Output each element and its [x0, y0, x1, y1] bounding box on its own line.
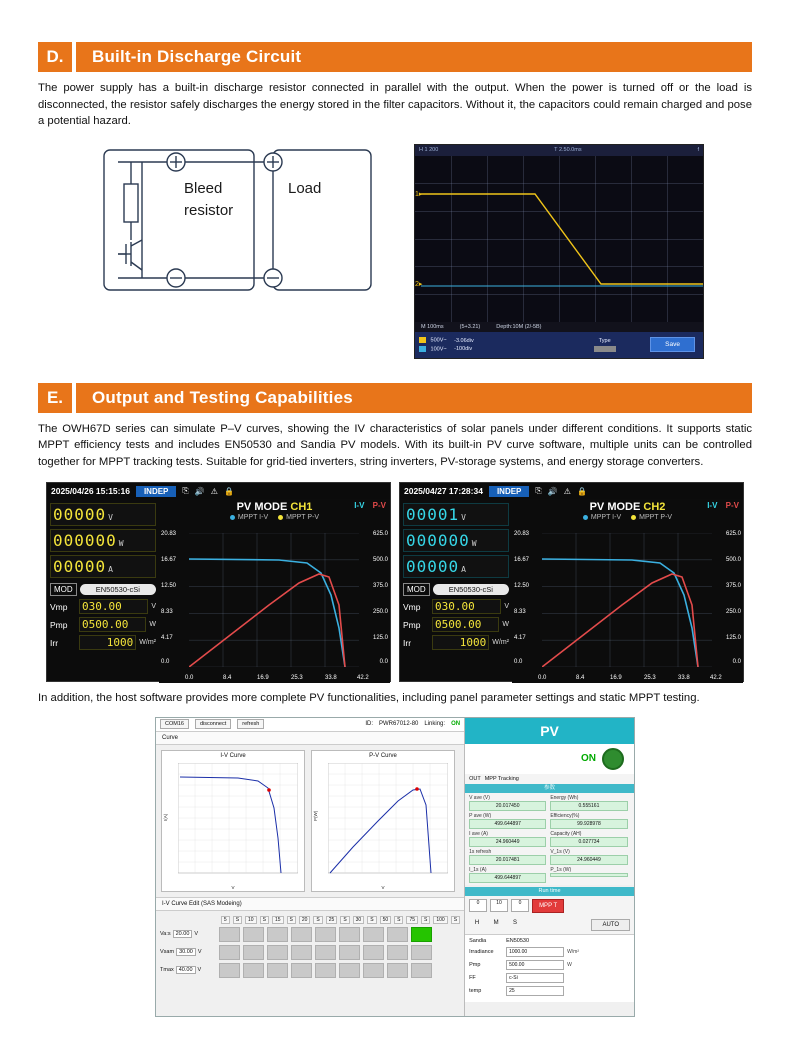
pv-titlebar-2: [400, 483, 743, 499]
scope-save-button[interactable]: Save: [650, 337, 695, 352]
scope-trigger-pos: (5+3.21): [459, 323, 481, 330]
matrix-cell[interactable]: [243, 945, 264, 960]
pv-chart-xlabel: V: [381, 884, 385, 890]
matrix-row-3: [160, 963, 460, 978]
section-letter-d: D.: [38, 42, 72, 72]
pv-irr-unit-2: W/m²: [492, 639, 509, 646]
pv-ytick-l4-1: 4.17: [161, 635, 173, 641]
pv-ytick-r4-2: 125.0: [725, 635, 741, 641]
matrix-h1: S: [233, 916, 242, 924]
linking-label: Linking:: [424, 721, 446, 727]
pv-device-screens: [38, 482, 752, 682]
section-title-d: Built-in Discharge Circuit: [76, 42, 752, 72]
ff-label: FF: [469, 974, 476, 981]
pv-chart-title: P-V Curve: [369, 752, 397, 759]
matrix-row-1-value[interactable]: 20.00: [173, 930, 193, 938]
pv-pmp-value-2[interactable]: 0500.00: [432, 617, 499, 632]
scope-timebase: M 100ms: [421, 323, 444, 330]
iv-curve-chart: [161, 750, 305, 892]
pv-model-value-1[interactable]: EN50530-cSi: [80, 584, 156, 595]
pv-graph-title-1: PV MODE CH1: [236, 501, 313, 513]
pv-vmp-row-1[interactable]: [50, 599, 156, 614]
iv-chart-ylabel: I(A): [163, 813, 168, 821]
pv-xtick5-2: 42.2: [710, 675, 722, 681]
field-capacity: Capacity (AH) 0.027734: [550, 831, 627, 847]
pv-model-label-1: MOD: [50, 583, 77, 596]
field-efficiency: Efficiency(%) 99.928978: [550, 813, 627, 829]
section-header-e: [38, 383, 752, 413]
pv-model-value-2[interactable]: EN50530-cSi: [433, 584, 509, 595]
scope-ch1-readout: 500V~ -3.06div: [419, 337, 474, 343]
sandia-label: Sandia: [469, 937, 487, 944]
pv-vmp-label-2: Vmp: [403, 601, 421, 612]
matrix-cell[interactable]: [411, 963, 432, 978]
pv-xtick0-2: 0.0: [538, 675, 547, 681]
field-refresh: 1s refresh 20.017481: [469, 849, 546, 865]
field-v-ave: V ave (V) 20.017450: [469, 795, 546, 811]
unit-hours: H: [474, 920, 480, 926]
pv-vmp-label-1: Vmp: [50, 601, 68, 612]
matrix-cell[interactable]: [411, 945, 432, 960]
pv-ytick-l3-1: 8.33: [161, 609, 173, 615]
iv-chart-title: I-V Curve: [220, 752, 246, 759]
disconnect-button[interactable]: disconnect: [195, 719, 231, 729]
ff-select[interactable]: c-Si: [506, 973, 564, 983]
pv-xtick1-2: 8.4: [576, 675, 585, 681]
matrix-h4[interactable]: 15: [272, 916, 284, 924]
field-p-ave: P ave (W) 499.644897: [469, 813, 546, 829]
matrix-cell[interactable]: [339, 927, 360, 942]
pv-xtick2-1: 16.9: [257, 675, 269, 681]
section-d-body: The power supply has a built-in discharge resistor connected in parallel with the output. When the power is turned off or the load is disconnected, the resistor safely discharges the energy stored in the filter capacitors. Without it, the capacitors could remain charged and pose a potential hazard.: [38, 82, 752, 127]
matrix-h0[interactable]: 5: [221, 916, 230, 924]
speaker-icon: 🔊: [547, 486, 558, 496]
pv-pmp-unit-1: W: [149, 621, 156, 628]
matrix-row-2-value[interactable]: 30.00: [176, 948, 196, 956]
matrix-cell[interactable]: [267, 927, 288, 942]
auto-button[interactable]: AUTO: [591, 919, 630, 931]
lock-icon: 🔒: [576, 486, 587, 496]
pv-ytick-l0-1: 20.83: [161, 531, 177, 537]
pv-power-readout-1: 000000 W: [50, 529, 156, 552]
scope-top-left: H 1 200: [419, 147, 439, 153]
pv-xtick1-1: 8.4: [223, 675, 232, 681]
run-minutes-input[interactable]: 10: [490, 899, 508, 912]
pv-model-row-2[interactable]: [403, 583, 509, 596]
matrix-cell[interactable]: [339, 963, 360, 978]
matrix-cell[interactable]: [387, 945, 408, 960]
usb-icon: ⎘: [535, 486, 542, 495]
section-letter-e: E.: [38, 383, 72, 413]
pv-graph-title-2: PV MODE CH2: [589, 501, 666, 513]
scope-ch1-marker: 1▸: [415, 190, 423, 198]
pv-meter-panel-2: [400, 499, 512, 683]
pv-ytick-l5-2: 0.0: [514, 659, 523, 665]
pv-legend-1: MPPT I-V MPPT P-V: [159, 514, 390, 521]
scope-top-bar: [415, 145, 703, 156]
pv-legend-2: MPPT I-V MPPT P-V: [512, 514, 743, 521]
pv-tab-iv-1[interactable]: I-V: [354, 501, 365, 510]
iv-curve-edit-tab[interactable]: I-V Curve Edit (SAS Modeing): [156, 897, 464, 911]
section-e-body2: In addition, the host software provides more complete PV functionalities, including panel parameter settings and static MPPT testing.: [38, 692, 700, 704]
usb-icon: ⎘: [182, 486, 189, 495]
matrix-h2[interactable]: 10: [245, 916, 257, 924]
pv-xtick3-1: 25.3: [291, 675, 303, 681]
pv-xtick3-2: 25.3: [644, 675, 656, 681]
pv-ytick-l2-2: 12.50: [514, 583, 530, 589]
irradiance-unit: W/m²: [567, 948, 580, 955]
matrix-h12[interactable]: 50: [380, 916, 392, 924]
section-title-e: Output and Testing Capabilities: [76, 383, 752, 413]
run-time-units-row: [465, 916, 634, 934]
sandia-section: [465, 934, 634, 1002]
pmp-row: [469, 960, 630, 970]
oscilloscope-screenshot: [414, 144, 704, 359]
matrix-h14[interactable]: 75: [406, 916, 418, 924]
pv-indep-badge-2: INDEP: [489, 486, 529, 497]
matrix-h6[interactable]: 20: [299, 916, 311, 924]
pv-ytick-r5-1: 0.0: [379, 659, 388, 665]
pv-irr-value-2[interactable]: 1000: [432, 635, 489, 650]
pv-ytick-l3-2: 8.33: [514, 609, 526, 615]
pv-on-label: ON: [581, 753, 596, 764]
matrix-h15: S: [421, 916, 430, 924]
pv-irr-label-1: Irr: [50, 637, 59, 648]
pv-power-readout-2: 000000 W: [403, 529, 509, 552]
sandia-model-value[interactable]: EN50530: [506, 937, 529, 944]
pv-panel-title: PV: [465, 718, 634, 744]
irradiance-row: [469, 947, 630, 957]
lock-icon: 🔒: [223, 486, 234, 496]
pv-xtick2-2: 16.9: [610, 675, 622, 681]
pv-ytick-r0-1: 625.0: [372, 531, 388, 537]
matrix-h16[interactable]: 100: [433, 916, 447, 924]
pv-plot-1: [189, 533, 358, 667]
matrix-cell[interactable]: [363, 927, 384, 942]
scope-status-row: [415, 322, 703, 332]
pv-tab-pv-2[interactable]: P-V: [725, 501, 739, 510]
device-id-label: ID:: [365, 721, 374, 727]
pmp-unit: W: [567, 961, 572, 968]
pv-ytick-r3-2: 250.0: [725, 609, 741, 615]
field-i-ave: I ave (A) 24.960449: [469, 831, 546, 847]
tab-mpp-tracking[interactable]: MPP Tracking: [484, 775, 519, 782]
matrix-cell[interactable]: [219, 927, 240, 942]
irradiance-label: Irradiance: [469, 948, 494, 955]
pv-pmp-value-1[interactable]: 0500.00: [79, 617, 146, 632]
scope-top-right: f: [697, 147, 699, 153]
matrix-cell[interactable]: [267, 963, 288, 978]
host-right-pane: [465, 718, 634, 1016]
pv-irr-label-2: Irr: [403, 637, 412, 648]
pv-irr-row-2[interactable]: [403, 635, 509, 650]
matrix-cell[interactable]: [267, 945, 288, 960]
figure-row-d: [38, 144, 752, 359]
matrix-h7: S: [313, 916, 322, 924]
matrix-cell-active[interactable]: [411, 927, 432, 942]
pv-irr-value-1[interactable]: 1000: [79, 635, 136, 650]
matrix-row-1: [160, 927, 460, 942]
scope-waveform: [415, 156, 703, 322]
pv-graph-panel-2: [512, 499, 743, 683]
pv-ytick-r2-1: 375.0: [372, 583, 388, 589]
power-toggle-button[interactable]: [602, 748, 624, 770]
pv-datetime-1: 2025/04/26 15:15:16: [51, 486, 130, 496]
pv-model-row-1[interactable]: [50, 583, 156, 596]
irradiance-input[interactable]: 1000.00: [506, 947, 564, 957]
temp-row: [469, 986, 630, 996]
pv-indep-badge-1: INDEP: [136, 486, 176, 497]
device-id-value: PWR67012-80: [379, 721, 419, 727]
run-time-row: [465, 896, 634, 916]
iv-chart-xlabel: V: [231, 884, 235, 890]
pv-ytick-l4-2: 4.17: [514, 635, 526, 641]
unit-seconds: S: [513, 920, 518, 926]
matrix-row-1-label: Va:s 20.00 V: [160, 931, 199, 937]
mppt-start-button[interactable]: MPP T: [532, 899, 564, 913]
pv-measurement-grid: [465, 793, 634, 885]
pv-ytick-r2-2: 375.0: [725, 583, 741, 589]
pv-ytick-r1-1: 500.0: [372, 557, 388, 563]
warning-icon: ⚠: [563, 486, 571, 496]
run-time-header: Run time: [465, 887, 634, 896]
pv-vmp-value-2[interactable]: 030.00: [432, 599, 501, 614]
matrix-row-2: [160, 945, 460, 960]
pv-meter-panel-1: [47, 499, 159, 683]
temp-input[interactable]: 25: [506, 986, 564, 996]
host-software-screenshot: [155, 717, 635, 1017]
tab-out[interactable]: OUT: [469, 775, 481, 782]
pv-current-readout-2: 00000 A: [403, 555, 509, 578]
section-e-body: The OWH67D series can simulate P–V curves, showing the IV characteristics of solar panels under different conditions. It supports static MPPT efficiency tests and includes EN50530 and Sandia PV models. With its built-in PV curve software, multiple units can be controlled together for MPPT tracking tests. Suitable for grid-tied inverters, string inverters, PV-storage systems, and energy storage converters.: [38, 422, 752, 468]
field-p-1s: P_1s (W): [550, 867, 627, 883]
scope-top-mid: T 2.50.0ms: [554, 147, 582, 153]
pv-ytick-l1-1: 16.67: [161, 557, 177, 563]
speaker-icon: 🔊: [194, 486, 205, 496]
field-v-1s: V_1s (V) 24.960449: [550, 849, 627, 865]
matrix-h8[interactable]: 25: [326, 916, 338, 924]
pv-irr-unit-1: W/m²: [139, 639, 156, 646]
matrix-cell[interactable]: [387, 963, 408, 978]
pv-ytick-l2-1: 12.50: [161, 583, 177, 589]
sas-matrix: [156, 911, 464, 986]
pv-ytick-l5-1: 0.0: [161, 659, 170, 665]
pv-curve-chart: [311, 750, 455, 892]
matrix-cell[interactable]: [291, 945, 312, 960]
scope-memory-depth: Depth:10M (2/-5B): [496, 323, 542, 330]
curve-tab[interactable]: Curve: [156, 732, 464, 745]
bleed-resistor-label-2: resistor: [184, 201, 234, 219]
matrix-h10[interactable]: 30: [353, 916, 365, 924]
matrix-cell[interactable]: [243, 927, 264, 942]
load-label: Load: [288, 179, 322, 197]
pv-chart-ylabel: P(W): [313, 810, 318, 821]
matrix-h13: S: [394, 916, 403, 924]
pv-ytick-l0-2: 20.83: [514, 531, 530, 537]
bleed-resistor-label-1: Bleed: [184, 179, 223, 197]
matrix-cell[interactable]: [219, 945, 240, 960]
scope-type-swatch: [594, 346, 616, 352]
pv-pmp-row-1[interactable]: [50, 617, 156, 632]
pv-pmp-label-2: Pmp: [403, 619, 421, 630]
pv-axis-tabs-1[interactable]: [354, 501, 386, 510]
matrix-h5: S: [287, 916, 296, 924]
pv-pmp-unit-2: W: [502, 621, 509, 628]
matrix-cell[interactable]: [315, 945, 336, 960]
pmp-input[interactable]: 500.00: [506, 960, 564, 970]
run-seconds-input[interactable]: 0: [511, 899, 529, 912]
pv-plot-2: [542, 533, 711, 667]
refresh-button[interactable]: refresh: [237, 719, 264, 729]
pv-ytick-r1-2: 500.0: [725, 557, 741, 563]
pv-vmp-row-2[interactable]: [403, 599, 509, 614]
matrix-cell[interactable]: [363, 945, 384, 960]
field-energy: Energy (Wh) 0.555161: [550, 795, 627, 811]
unit-minutes: M: [493, 920, 499, 926]
scope-ch2-marker: 2▸: [415, 280, 423, 288]
matrix-h9: S: [340, 916, 349, 924]
bleed-resistor-diagram: [98, 144, 378, 324]
linking-value: ON: [451, 721, 461, 727]
matrix-cell[interactable]: [387, 927, 408, 942]
pv-voltage-readout-2: 00001 V: [403, 503, 509, 526]
pv-vmp-unit-2: V: [504, 603, 509, 610]
matrix-cell[interactable]: [291, 927, 312, 942]
pv-params-header: 参数: [465, 784, 634, 793]
matrix-cell[interactable]: [315, 963, 336, 978]
field-i-1s: I_1s (A) 499.644897: [469, 867, 546, 883]
temp-label: temp: [469, 987, 482, 994]
pv-vmp-value-1[interactable]: 030.00: [79, 599, 148, 614]
host-left-pane: [156, 718, 465, 1016]
pv-datetime-2: 2025/04/27 17:28:34: [404, 486, 483, 496]
warning-icon: ⚠: [210, 486, 218, 496]
pv-tab-iv-2[interactable]: I-V: [707, 501, 718, 510]
pv-tab-pv-1[interactable]: P-V: [372, 501, 386, 510]
pv-irr-row-1[interactable]: [50, 635, 156, 650]
scope-bottom-bar: [415, 332, 703, 358]
matrix-row-2-label: Vsam 30.00 V: [160, 949, 202, 955]
pv-xtick0-1: 0.0: [185, 675, 194, 681]
pv-axis-tabs-2[interactable]: [707, 501, 739, 510]
matrix-row-3-value[interactable]: 40.00: [176, 966, 196, 974]
matrix-cell[interactable]: [339, 945, 360, 960]
matrix-cell[interactable]: [219, 963, 240, 978]
run-hours-input[interactable]: 0: [469, 899, 487, 912]
pv-xtick4-2: 33.8: [678, 675, 690, 681]
pv-titlebar-1: [47, 483, 390, 499]
pv-xtick5-1: 42.2: [357, 675, 369, 681]
pv-ytick-r5-2: 0.0: [732, 659, 741, 665]
pv-power-row[interactable]: [465, 744, 634, 774]
host-toolbar: [156, 718, 464, 732]
matrix-cell[interactable]: [243, 963, 264, 978]
sandia-model-row: [469, 938, 630, 944]
pv-voltage-readout-1: 00000 V: [50, 503, 156, 526]
pv-device-ch1: [46, 482, 391, 682]
pv-current-readout-1: 00000 A: [50, 555, 156, 578]
scope-type-label: Type: [598, 337, 611, 344]
matrix-cell[interactable]: [291, 963, 312, 978]
matrix-h3: S: [260, 916, 269, 924]
pv-pmp-row-2[interactable]: [403, 617, 509, 632]
sas-matrix-header: [160, 916, 460, 924]
matrix-row-3-label: Tmax 40.00 V: [160, 967, 202, 973]
ff-row: [469, 973, 630, 983]
pv-graph-panel-1: [159, 499, 390, 683]
scope-ch2-readout: 100V~ -100div: [419, 346, 474, 352]
matrix-cell[interactable]: [315, 927, 336, 942]
pv-panel-tabs[interactable]: [465, 774, 634, 784]
pv-ytick-r3-1: 250.0: [372, 609, 388, 615]
pv-ytick-r4-1: 125.0: [372, 635, 388, 641]
matrix-cell[interactable]: [363, 963, 384, 978]
pv-ytick-l1-2: 16.67: [514, 557, 530, 563]
pmp-label: Pmp: [469, 961, 481, 968]
matrix-h11: S: [367, 916, 376, 924]
pv-xtick4-1: 33.8: [325, 675, 337, 681]
pv-pmp-label-1: Pmp: [50, 619, 68, 630]
pv-ytick-r0-2: 625.0: [725, 531, 741, 537]
section-header-d: [38, 42, 752, 72]
pv-vmp-unit-1: V: [151, 603, 156, 610]
pv-model-label-2: MOD: [403, 583, 430, 596]
host-charts: [156, 745, 464, 897]
pv-device-ch2: [399, 482, 744, 682]
com-port-select[interactable]: COM16: [160, 719, 189, 729]
matrix-h17: S: [451, 916, 460, 924]
